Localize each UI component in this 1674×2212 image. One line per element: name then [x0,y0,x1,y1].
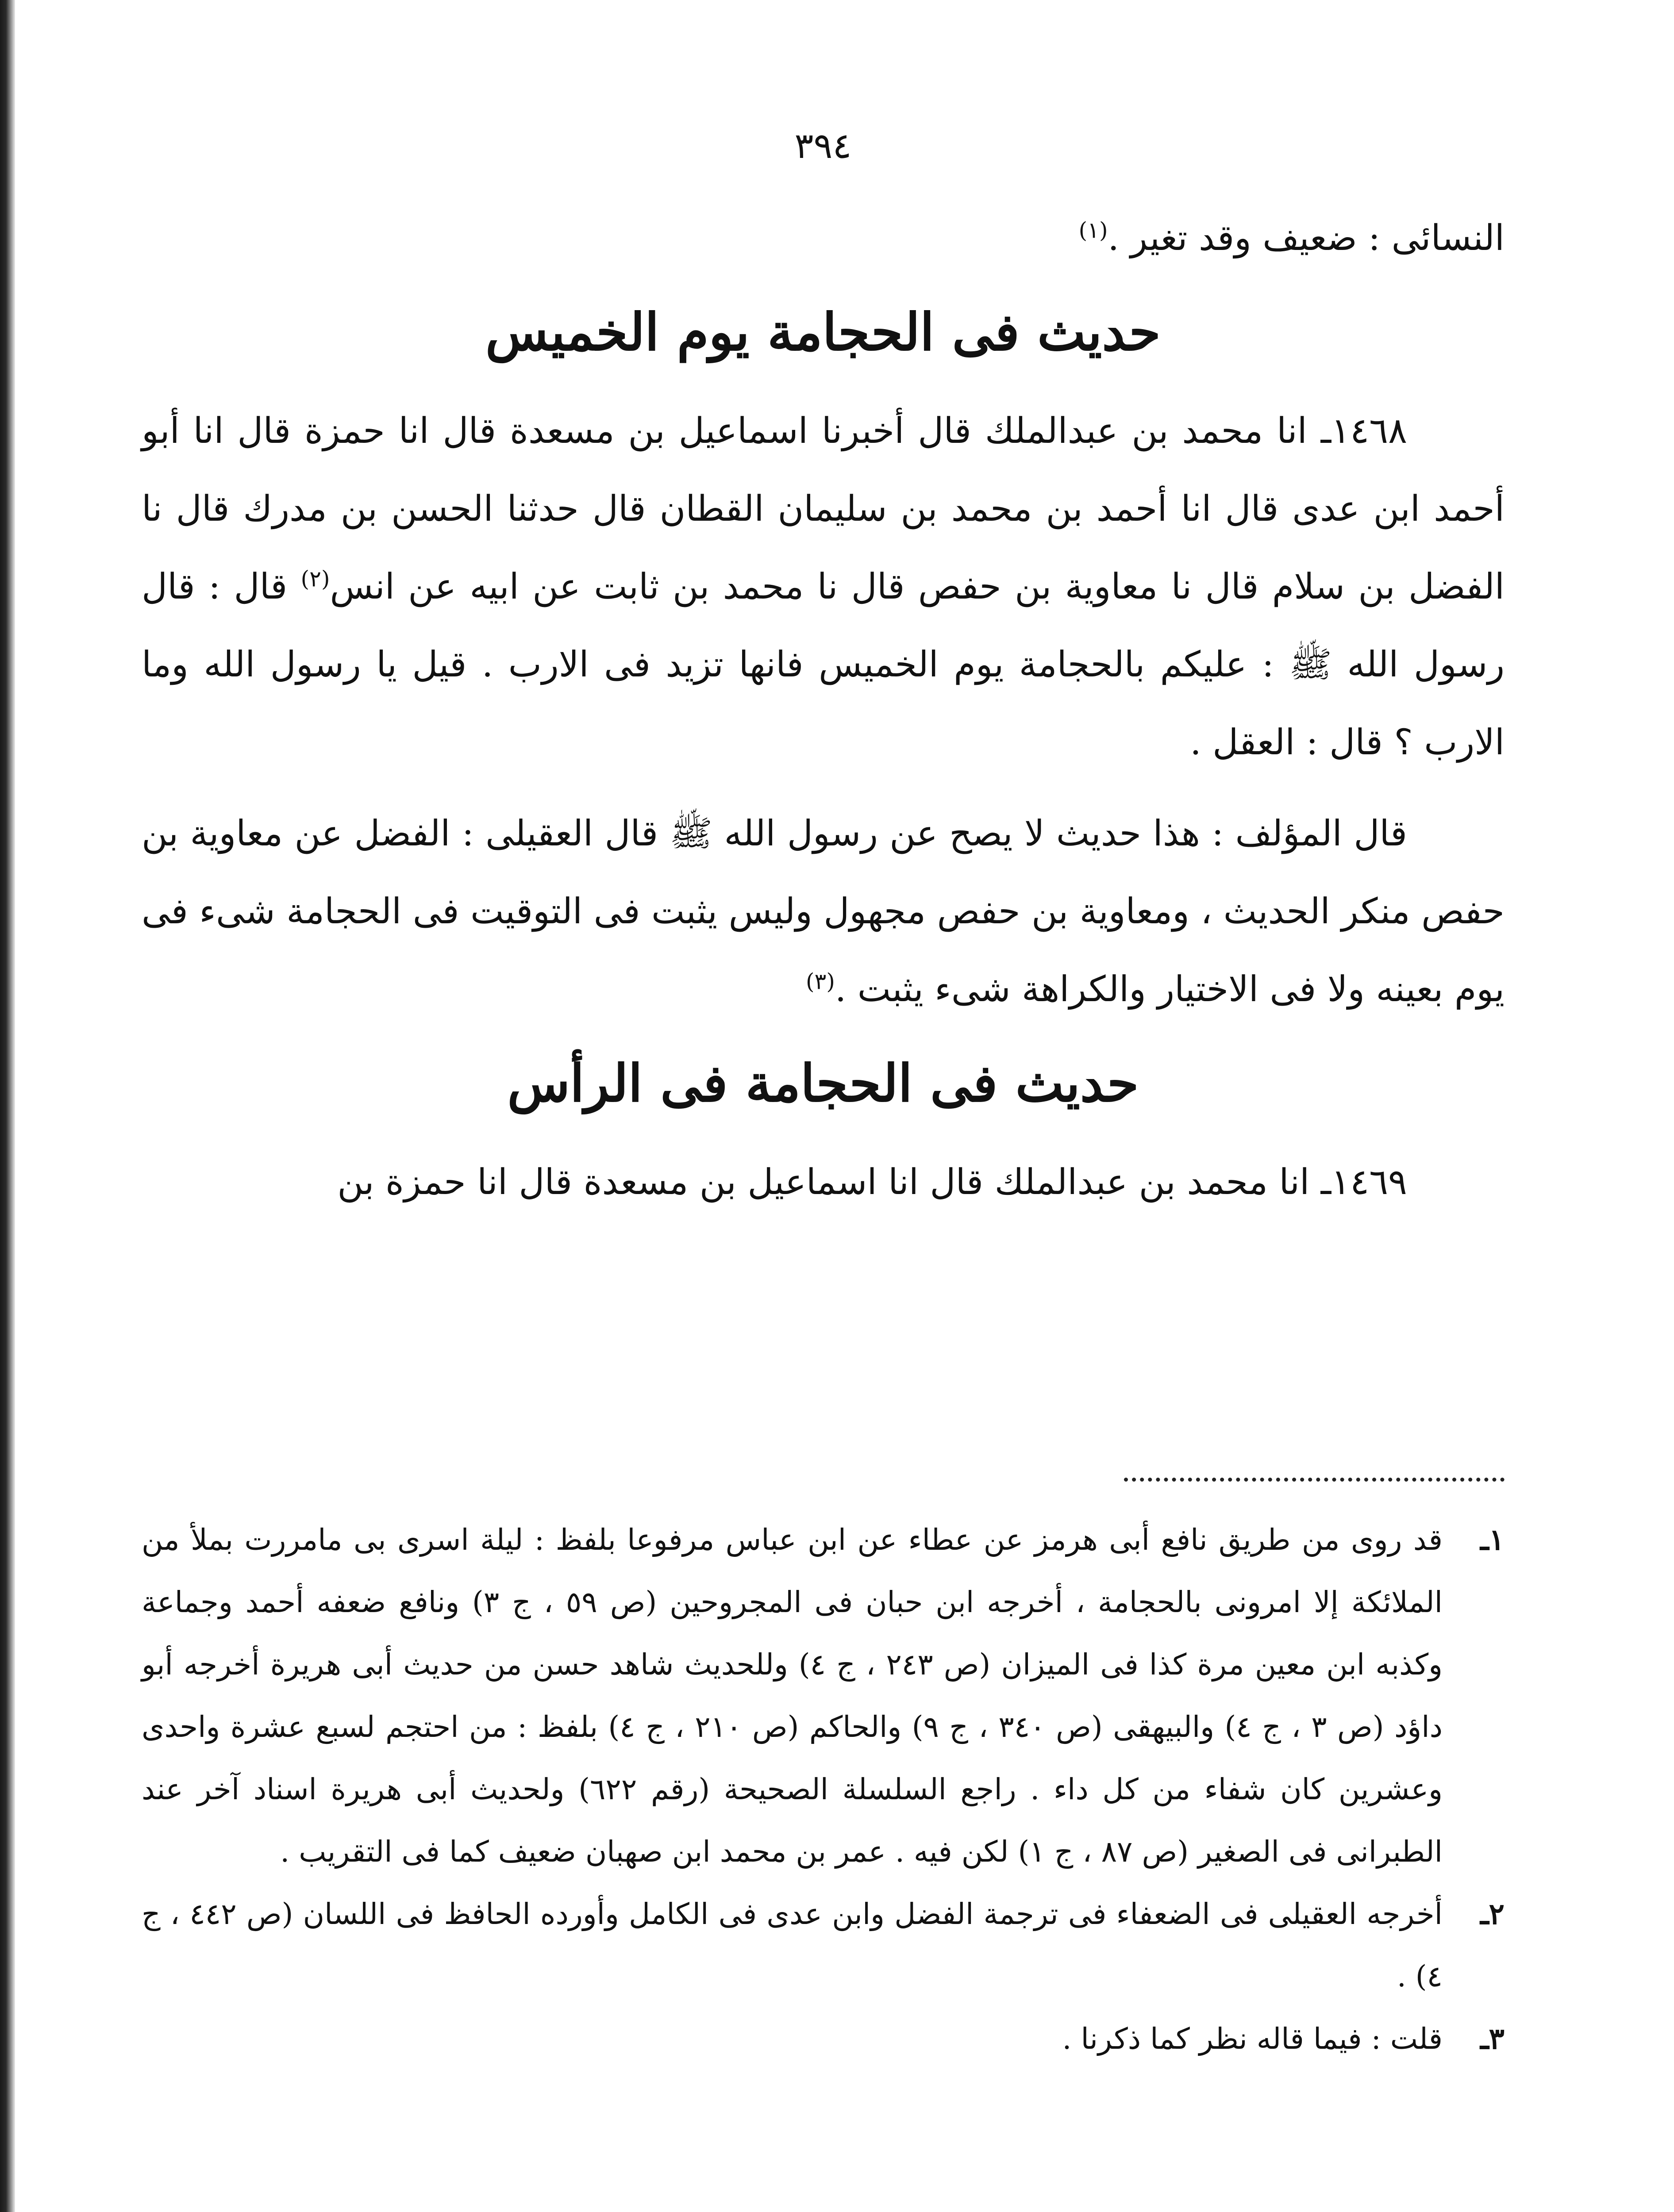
footnote-ref-1: (١) [1078,217,1108,243]
hadith-1468-chain: ١٤٦٨ـ انا محمد بن عبدالملك قال أخبرنا اسماعيل بن مسعدة قال انا حمزة قال انا أبو أحمد ابن عدى قال انا أحمد بن محمد بن سليمان القطان قال حدثنا الحسن بن مدرك قال نا الفضل بن سلام قال نا معاوية بن حفص قال نا محمد بن ثابت عن ابيه عن انس [142,410,1505,607]
intro-line [142,199,1505,277]
page-edge-shadow [0,0,15,2212]
footnote-text: أخرجه العقيلى فى الضعفاء فى ترجمة الفضل وابن عدى فى الكامل وأورده الحافظ فى اللسان (ص ٤٤٢ ، ج ٤) . [142,1897,1443,1993]
main-text [142,199,1505,1221]
footnote-2 [142,1883,1505,2008]
footnote-separator [1124,1478,1505,1482]
hadith-1468-matn: قال : قال رسول الله ﷺ : عليكم بالحجامة يوم الخميس فانها تزيد فى الارب . قيل يا رسول الله وما الارب ؟ قال : العقل . [142,566,1505,763]
page-number: ٣٩٤ [794,125,852,166]
section-heading-head: حديث فى الحجامة فى الرأس [507,1053,1139,1114]
footnote-3 [142,2008,1505,2070]
footnote-number: ١ـ [1480,1522,1505,1557]
footnote-number: ٢ـ [1480,1897,1505,1931]
author-comment-text: قال المؤلف : هذا حديث لا يصح عن رسول الله ﷺ قال العقيلى : الفضل عن معاوية بن حفص منكر الحديث ، ومعاوية بن حفص مجهول وليس يثبت فى التوقيت فى الحجامة شىء فى يوم بعينه ولا فى الاختيار والكراهة شىء يثبت . [142,813,1505,1010]
author-comment [142,795,1505,1028]
footnote-ref-2: (٢) [300,566,330,592]
footnote-ref-3: (٣) [806,968,835,995]
intro-text: النسائى : ضعيف وقد تغير . [1108,217,1505,258]
footnote-1 [142,1509,1505,1883]
section-heading-thursday: حديث فى الحجامة يوم الخميس [485,302,1161,362]
footnote-text: قد روى من طريق نافع أبى هرمز عن عطاء عن ابن عباس مرفوعا بلفظ : ليلة اسرى بى مامررت بملأ من الملائكة إلا امرونى بالحجامة ، أخرجه ابن حبان فى المجروحين (ص ٥٩ ، ج ٣) ونافع ضعفه أحمد وجماعة وكذبه ابن معين مرة كذا فى الميزان (ص ٢٤٣ ، ج ٤) وللحديث شاهد حسن من حديث أبى هريرة أخرجه أبو داؤد (ص ٣ ، ج ٤) والبيهقى (ص ٣٤٠ ، ج ٩) والحاكم (ص ٢١٠ ، ج ٤) بلفظ : من احتجم لسبع عشرة واحدى وعشرين كان شفاء من كل داء . راجع السلسلة الصحيحة (رقم ٦٢٢) ولحديث أبى هريرة اسناد آخر عند الطبرانى فى الصغير (ص ٨٧ ، ج ١) لكن فيه . عمر بن محمد ابن صهبان ضعيف كما فى التقريب . [142,1523,1443,1869]
hadith-1469: ١٤٦٩ـ انا محمد بن عبدالملك قال انا اسماعيل بن مسعدة قال انا حمزة بن [337,1161,1407,1202]
footnotes [142,1509,1505,2070]
book-page [142,97,1505,2212]
footnote-text: قلت : فيما قاله نظر كما ذكرنا . [1062,2022,1443,2056]
footnote-number: ٣ـ [1480,2021,1505,2056]
hadith-1468 [142,392,1505,781]
